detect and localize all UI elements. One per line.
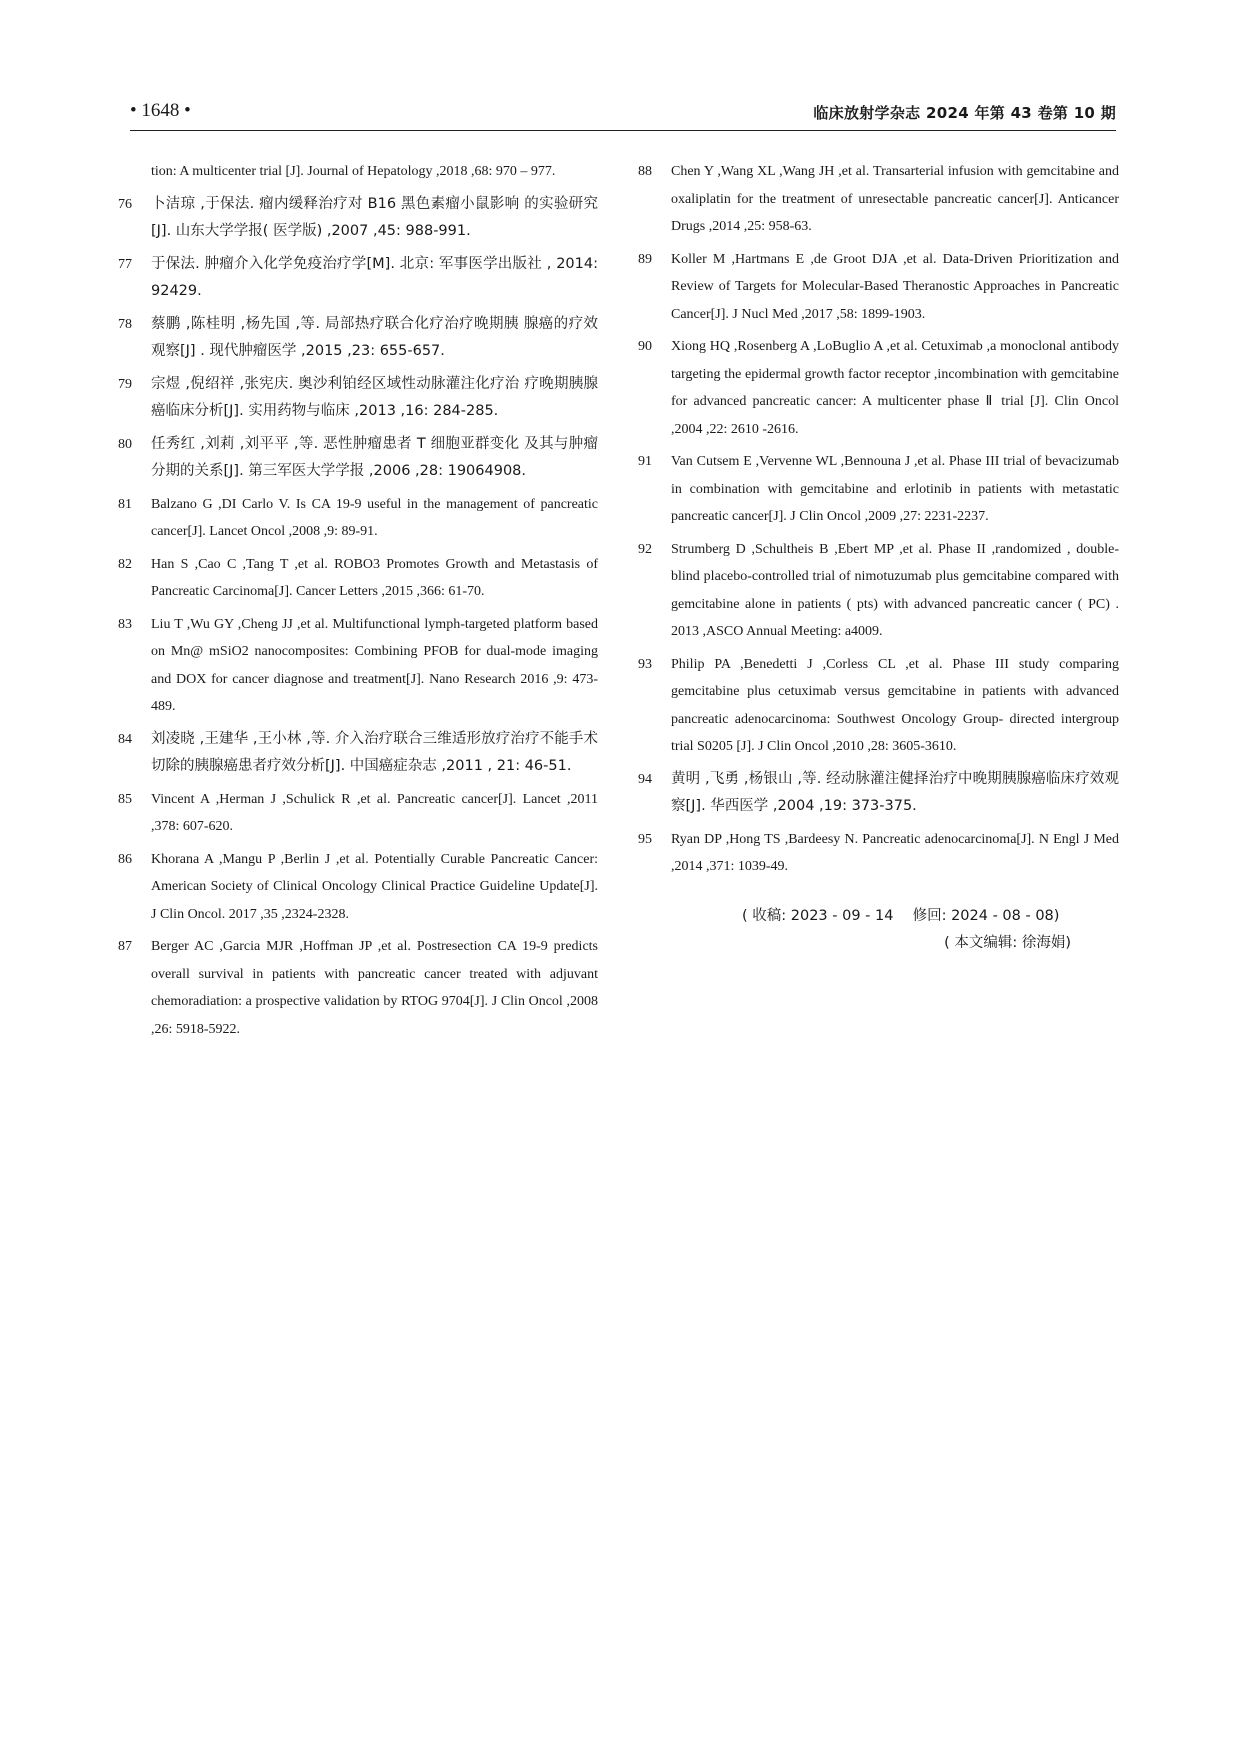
reference-item — [118, 846, 598, 929]
reference-text: Berger AC ,Garcia MJR ,Hoffman JP ,et al. Postresection CA 19-9 predicts overall survival in patients with pancreatic cancer treated with adjuvant chemoradiation: a prospective validation by RTOG 9704[J]. J Clin Oncol ,2008 ,26: 5918-5922. — [151, 939, 598, 1037]
reference-number: 86 — [118, 851, 132, 867]
reference-item — [118, 933, 598, 1043]
reference-text: 黄明 ,飞勇 ,杨银山 ,等. 经动脉灌注健择治疗中晚期胰腺癌临床疗效观察[J]. 华西医学 ,2004 ,19: 373-375. — [671, 770, 1119, 814]
reference-item — [638, 158, 1119, 241]
reference-number: 91 — [638, 454, 652, 469]
reference-item — [118, 551, 598, 606]
editor-note: ( 本文编辑: 徐海娟) — [944, 934, 1071, 951]
reference-text: 于保法. 肿瘤介入化学免疫治疗学[M]. 北京: 军事医学出版社 , 2014: 92429. — [151, 255, 598, 299]
reference-number: 81 — [118, 496, 132, 512]
reference-text: Vincent A ,Herman J ,Schulick R ,et al. Pancreatic cancer[J]. Lancet ,2011 ,378: 607-620. — [151, 791, 598, 834]
reference-text: Strumberg D ,Schultheis B ,Ebert MP ,et al. Phase II ,randomized , double-blind placebo-controlled trial of nimotuzumab plus gemcitabine compared with gemcitabine alone in patients ( pts) with advanced pancreatic cancer ( PC) . 2013 ,ASCO Annual Meeting: a4009. — [671, 541, 1119, 639]
reference-number: 82 — [118, 556, 132, 572]
reference-item — [638, 766, 1119, 821]
reference-text: 蔡鹏 ,陈桂明 ,杨先国 ,等. 局部热疗联合化疗治疗晚期胰 腺癌的疗效观察[J] . 现代肿瘤医学 ,2015 ,23: 655-657. — [151, 315, 598, 359]
reference-number: 89 — [638, 251, 652, 267]
reference-item — [638, 826, 1119, 881]
reference-item — [638, 536, 1119, 646]
reference-item — [118, 786, 598, 841]
received-revised-dates: ( 收稿: 2023 - 09 - 14 修回: 2024 - 08 - 08) — [742, 907, 1060, 924]
reference-text: Ryan DP ,Hong TS ,Bardeesy N. Pancreatic adenocarcinoma[J]. N Engl J Med ,2014 ,371: 1039-49. — [671, 831, 1119, 874]
header-rule — [130, 130, 1116, 131]
reference-item — [118, 431, 598, 486]
article-notes — [638, 903, 1119, 957]
reference-item — [118, 726, 598, 781]
reference-text: Philip PA ,Benedetti J ,Corless CL ,et al. Phase III study comparing gemcitabine plus cetuximab versus gemcitabine in patients with advanced pancreatic adenocarcinoma: Southwest Oncology Group- directed intergroup trial S0205 [J]. J Clin Oncol ,2010 ,28: 3605-3610. — [671, 656, 1119, 754]
reference-item — [118, 251, 598, 306]
reference-number: 76 — [118, 196, 132, 212]
reference-text: 卜洁琼 ,于保法. 瘤内缓释治疗对 B16 黑色素瘤小鼠影响 的实验研究[J]. 山东大学学报( 医学版) ,2007 ,45: 988-991. — [151, 195, 598, 239]
page-number: • 1648 • — [130, 100, 191, 121]
reference-number: 85 — [118, 791, 132, 807]
reference-item — [118, 191, 598, 246]
reference-number: 92 — [638, 541, 652, 557]
reference-number: 80 — [118, 436, 132, 452]
reference-item — [118, 311, 598, 366]
reference-item — [118, 611, 598, 721]
reference-item — [638, 651, 1119, 761]
reference-text: Liu T ,Wu GY ,Cheng JJ ,et al. Multifunctional lymph-targeted platform based on Mn@ mSiO2 nanocomposites: Combining PFOB for dual-mode imaging and DOX for cancer diagnose and treatment[J]. Nano Research 2016 ,9: 473-489. — [151, 616, 598, 714]
reference-number: 77 — [118, 256, 132, 272]
reference-number: 87 — [118, 939, 132, 954]
reference-number: 93 — [638, 656, 652, 672]
references-left-column — [118, 158, 598, 1048]
reference-text: Khorana A ,Mangu P ,Berlin J ,et al. Potentially Curable Pancreatic Cancer: American Society of Clinical Oncology Clinical Practice Guideline Update[J]. J Clin Oncol. 2017 ,35 ,2324-2328. — [151, 851, 598, 922]
reference-text: Van Cutsem E ,Vervenne WL ,Bennouna J ,et al. Phase III trial of bevacizumab in combination with gemcitabine and erlotinib in patients with metastatic pancreatic cancer[J]. J Clin Oncol ,2009 ,27: 2231-2237. — [671, 454, 1119, 524]
reference-number: 78 — [118, 316, 132, 332]
reference-number: 84 — [118, 731, 132, 747]
reference-number: 95 — [638, 831, 652, 847]
reference-text: tion: A multicenter trial [J]. Journal of Hepatology ,2018 ,68: 970 – 977. — [151, 164, 556, 179]
reference-text: 刘凌晓 ,王建华 ,王小林 ,等. 介入治疗联合三维适形放疗治疗不能手术切除的胰腺癌患者疗效分析[J]. 中国癌症杂志 ,2011 , 21: 46-51. — [151, 730, 598, 774]
reference-number: 79 — [118, 376, 132, 392]
reference-text: Chen Y ,Wang XL ,Wang JH ,et al. Transarterial infusion with gemcitabine and oxaliplatin for the treatment of unresectable pancreatic cancer[J]. Anticancer Drugs ,2014 ,25: 958-63. — [671, 164, 1119, 234]
reference-number: 88 — [638, 164, 652, 179]
journal-info: 临床放射学杂志 2024 年第 43 卷第 10 期 — [813, 104, 1116, 122]
reference-text: Xiong HQ ,Rosenberg A ,LoBuglio A ,et al. Cetuximab ,a monoclonal antibody targeting the epidermal growth factor receptor ,incombination with gemcitabine for advanced pancreatic cancer: A multicenter phase Ⅱ trial [J]. Clin Oncol ,2004 ,22: 2610 -2616. — [671, 339, 1119, 437]
references-right-column — [638, 158, 1119, 957]
reference-item — [638, 448, 1119, 531]
reference-number: 90 — [638, 339, 652, 354]
reference-text: Balzano G ,DI Carlo V. Is CA 19-9 useful in the management of pancreatic cancer[J]. Lancet Oncol ,2008 ,9: 89-91. — [151, 496, 598, 539]
reference-item — [118, 491, 598, 546]
reference-text: Han S ,Cao C ,Tang T ,et al. ROBO3 Promotes Growth and Metastasis of Pancreatic Carcinoma[J]. Cancer Letters ,2015 ,366: 61-70. — [151, 556, 598, 599]
reference-item — [118, 371, 598, 426]
page-header — [130, 100, 1116, 134]
reference-text: Koller M ,Hartmans E ,de Groot DJA ,et al. Data-Driven Prioritization and Review of Targets for Molecular-Based Theranostic Approaches in Pancreatic Cancer[J]. J Nucl Med ,2017 ,58: 1899-1903. — [671, 251, 1119, 322]
reference-number: 94 — [638, 771, 652, 787]
reference-item — [638, 246, 1119, 329]
reference-text: 宗煜 ,倪绍祥 ,张宪庆. 奥沙利铂经区域性动脉灌注化疗治 疗晚期胰腺癌临床分析[J]. 实用药物与临床 ,2013 ,16: 284-285. — [151, 375, 598, 419]
reference-continuation — [118, 158, 598, 186]
reference-item — [638, 333, 1119, 443]
reference-number: 83 — [118, 616, 132, 632]
reference-text: 任秀红 ,刘莉 ,刘平平 ,等. 恶性肿瘤患者 T 细胞亚群变化 及其与肿瘤分期的关系[J]. 第三军医大学学报 ,2006 ,28: 19064908. — [151, 435, 598, 479]
